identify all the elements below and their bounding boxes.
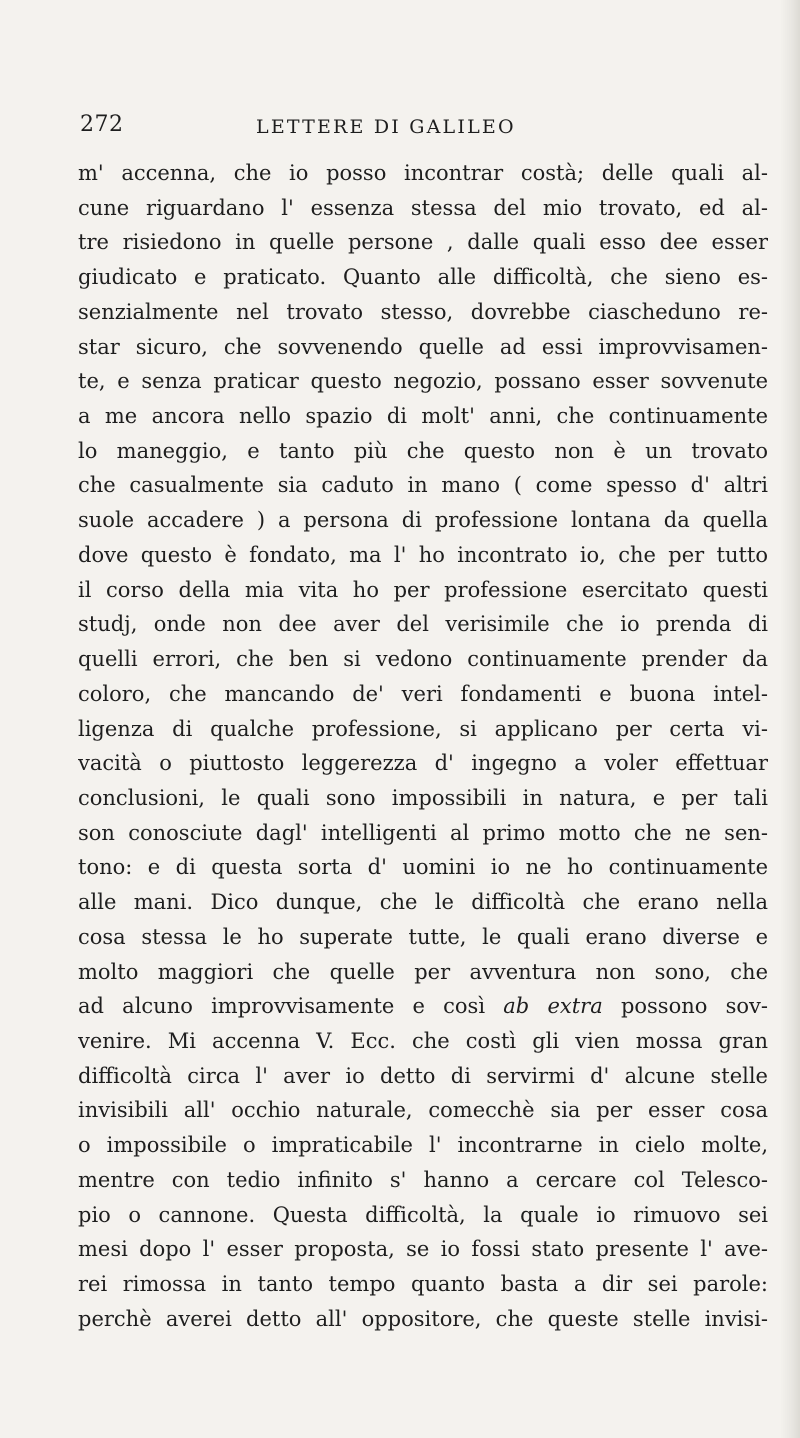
- text-line: tono: e di questa sorta d' uomini io ne ho continuamente: [78, 855, 768, 880]
- text-line: alle mani. Dico dunque, che le difficoltà che erano nella: [78, 890, 768, 915]
- text-line: quelli errori, che ben si vedono continuamente prender da: [78, 647, 768, 672]
- text-line: te, e senza praticar questo negozio, possano esser sovvenute: [78, 369, 768, 394]
- text-line: difficoltà circa l' aver io detto di servirmi d' alcune stelle: [78, 1063, 768, 1088]
- text-line: ligenza di qualche professione, si applicano per certa vi-: [78, 716, 768, 741]
- body-text: [78, 156, 768, 1336]
- text-line: a me ancora nello spazio di molt' anni, che continuamente: [78, 404, 768, 429]
- page-header: [80, 112, 770, 144]
- text-line: cune riguardano l' essenza stessa del mio trovato, ed al-: [78, 195, 768, 220]
- text-line: senzialmente nel trovato stesso, dovrebbe ciascheduno re-: [78, 299, 768, 324]
- text-line: cosa stessa le ho superate tutte, le quali erano diverse e: [78, 924, 768, 949]
- text-line: star sicuro, che sovvenendo quelle ad essi improvvisamen-: [78, 334, 768, 359]
- text-line: molto maggiori che quelle per avventura non sono, che: [78, 959, 768, 984]
- text-line: lo maneggio, e tanto più che questo non è un trovato: [78, 438, 768, 463]
- text-line: venire. Mi accenna V. Ecc. che costì gli vien mossa gran: [78, 1028, 768, 1053]
- text-line: il corso della mia vita ho per professione esercitato questi: [78, 577, 768, 602]
- text-line: son conosciute dagl' intelligenti al primo motto che ne sen-: [78, 820, 768, 845]
- italic-phrase: ab extra: [503, 994, 603, 1019]
- text-line: tre risiedono in quelle persone , dalle quali esso dee esser: [78, 230, 768, 255]
- page-edge-shadow: [780, 0, 800, 1438]
- text-line: o impossibile o impraticabile l' incontrarne in cielo molte,: [78, 1133, 768, 1158]
- text-line: rei rimossa in tanto tempo quanto basta a dir sei parole:: [78, 1272, 768, 1296]
- text-line: perchè averei detto all' oppositore, che queste stelle invisi-: [78, 1306, 768, 1331]
- text-line: studj, onde non dee aver del verisimile che io prenda di: [78, 612, 768, 637]
- text-line: invisibili all' occhio naturale, comecchè sia per esser cosa: [78, 1098, 768, 1123]
- text-line: m' accenna, che io posso incontrar costà; delle quali al-: [78, 161, 768, 185]
- text-line: mentre con tedio infinito s' hanno a cercare col Telesco-: [78, 1167, 768, 1192]
- page-number: 272: [80, 112, 124, 137]
- text-line: pio o cannone. Questa difficoltà, la quale io rimuovo sei: [78, 1202, 768, 1227]
- text-line: mesi dopo l' esser proposta, se io fossi stato presente l' ave-: [78, 1237, 768, 1262]
- text-line: che casualmente sia caduto in mano ( come spesso d' altri: [78, 473, 768, 498]
- text-line: dove questo è fondato, ma l' ho incontrato io, che per tutto: [78, 542, 768, 567]
- text-line: conclusioni, le quali sono impossibili in natura, e per tali: [78, 785, 768, 810]
- text-line: vacità o piuttosto leggerezza d' ingegno a voler effettuar: [78, 751, 768, 776]
- text-line: giudicato e praticato. Quanto alle difficoltà, che sieno es-: [78, 265, 768, 290]
- running-head: LETTERE DI GALILEO: [256, 116, 516, 138]
- text-line: coloro, che mancando de' veri fondamenti e buona intel-: [78, 681, 768, 706]
- text-line: ad alcuno improvvisamente e così ab extra possono sov-: [78, 994, 768, 1019]
- text-line: suole accadere ) a persona di professione lontana da quella: [78, 508, 768, 533]
